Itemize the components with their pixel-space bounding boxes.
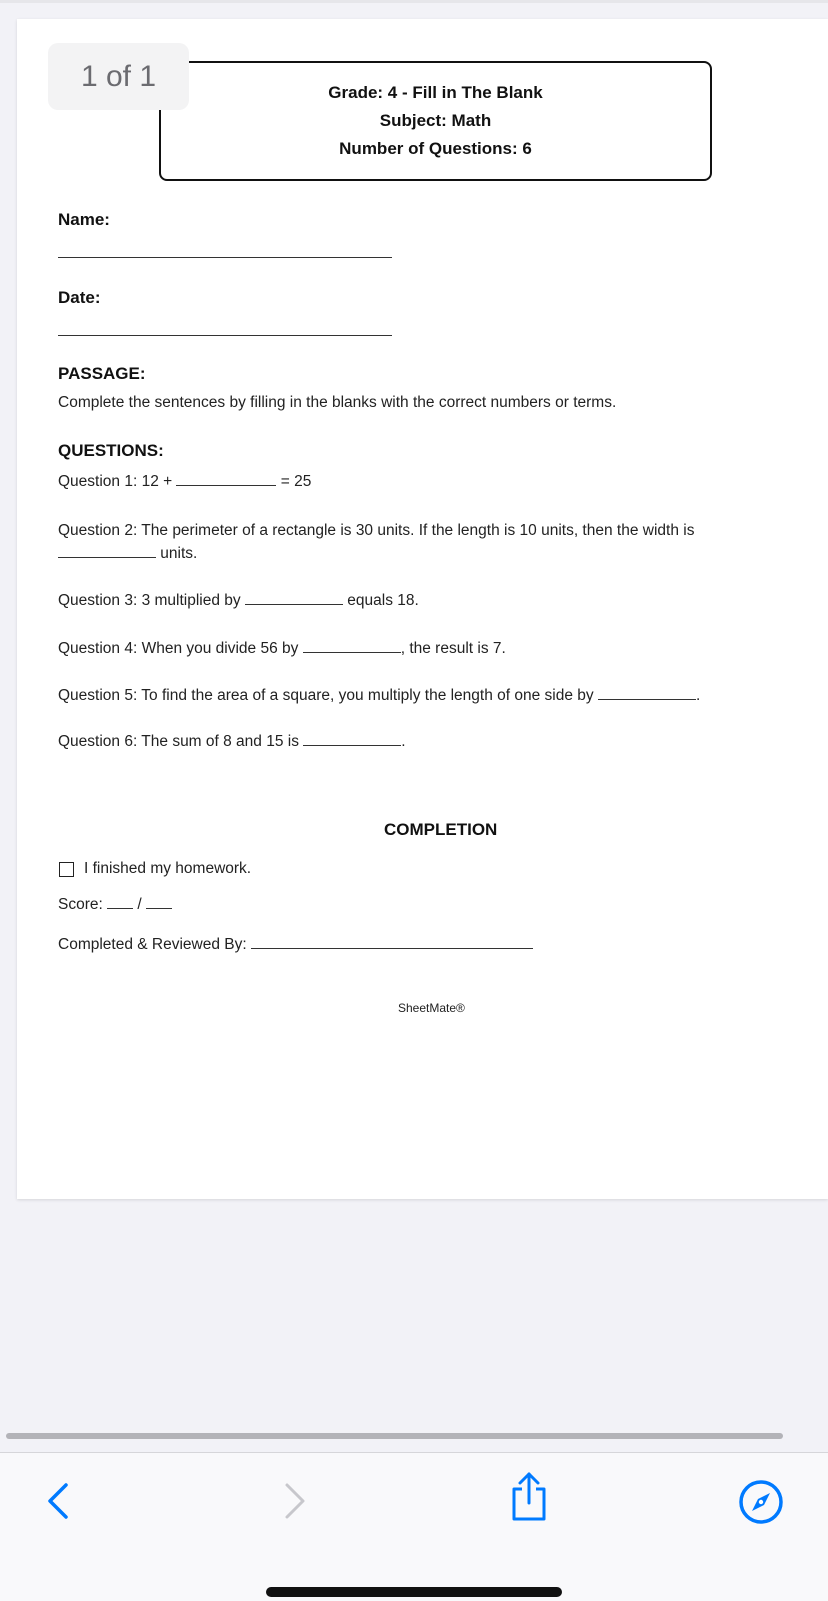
question-3-blank (245, 590, 343, 605)
question-2-blank (58, 543, 156, 558)
brand-footer: SheetMate® (398, 1001, 465, 1015)
completion-heading: COMPLETION (384, 820, 498, 839)
question-5-text: Question 5: To find the area of a square, you multiply the length of one side by (58, 687, 598, 704)
question-6 (58, 731, 406, 753)
home-indicator (266, 1587, 562, 1597)
reviewed-label: Completed & Reviewed By: (58, 936, 251, 953)
score-total-blank (146, 894, 172, 909)
passage-heading: PASSAGE: (58, 364, 146, 383)
horizontal-scrollbar[interactable] (6, 1433, 783, 1439)
name-label: Name: (58, 210, 110, 229)
passage-text: Complete the sentences by filling in the blanks with the correct numbers or terms. (58, 394, 617, 411)
question-6-blank (303, 731, 401, 746)
name-line (58, 257, 392, 258)
question-2 (58, 520, 694, 542)
question-4-text: Question 4: When you divide 56 by (58, 640, 303, 657)
question-2-text: Question 2: The perimeter of a rectangle is 30 units. If the length is 10 units, then the width is (58, 522, 695, 539)
bottom-toolbar (0, 1452, 828, 1601)
subject-line: Subject: Math (379, 111, 492, 130)
question-4 (58, 638, 506, 660)
question-2-text-after: units. (156, 545, 198, 562)
forward-chevron-icon (281, 1481, 309, 1521)
question-5 (58, 685, 700, 707)
reviewed-signature-blank (251, 934, 533, 949)
question-count-line: Number of Questions: 6 (339, 139, 532, 158)
date-line (58, 335, 392, 336)
score-line (58, 894, 172, 916)
worksheet-header-box (159, 61, 712, 181)
question-1 (58, 471, 311, 493)
question-3 (58, 590, 419, 612)
question-6-text-after: . (401, 733, 406, 750)
share-button[interactable] (501, 1469, 557, 1525)
forward-button[interactable] (267, 1473, 323, 1529)
homework-checkbox[interactable] (59, 862, 74, 877)
question-1-text-after: = 25 (276, 473, 312, 490)
question-5-text-after: . (695, 687, 701, 704)
date-label: Date: (58, 288, 101, 307)
back-button[interactable] (30, 1473, 86, 1529)
question-5-blank (598, 685, 696, 700)
question-4-blank (303, 638, 401, 653)
safari-compass-icon (738, 1479, 784, 1525)
question-1-text: Question 1: 12 + (58, 473, 177, 490)
questions-heading: QUESTIONS: (58, 441, 164, 460)
score-label: Score: (58, 896, 108, 913)
grade-line: Grade: 4 - Fill in The Blank (328, 83, 543, 102)
share-icon (508, 1471, 550, 1523)
page-counter: 1 of 1 (48, 43, 189, 110)
score-earned-blank (107, 894, 133, 909)
open-in-safari-button[interactable] (733, 1474, 789, 1530)
homework-checkbox-label: I finished my homework. (84, 860, 252, 877)
question-3-text-after: equals 18. (342, 592, 419, 609)
reviewed-line (58, 934, 533, 956)
top-edge (0, 0, 828, 3)
back-chevron-icon (44, 1481, 72, 1521)
question-2-continued (58, 543, 197, 565)
score-separator: / (133, 896, 147, 913)
question-4-text-after: , the result is 7. (400, 640, 506, 657)
question-1-blank (176, 471, 276, 486)
question-3-text: Question 3: 3 multiplied by (58, 592, 245, 609)
question-6-text: Question 6: The sum of 8 and 15 is (58, 733, 304, 750)
